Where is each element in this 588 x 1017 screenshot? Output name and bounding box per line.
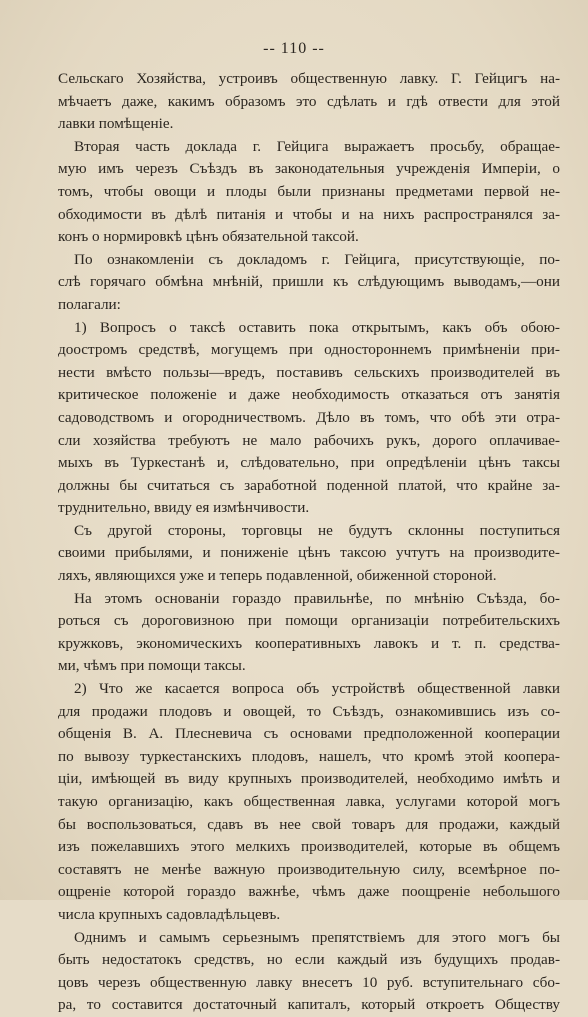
text-line: по вывозу туркестанскихъ плодовъ, нашелъ, что кромѣ этой коопера-: [58, 747, 560, 765]
text-line: доостромъ средствѣ, могущемъ при одностороннемъ примѣненіи при-: [58, 341, 560, 359]
text-line: На этомъ основаніи гораздо правильнѣе, по мнѣнію Съѣзда, бо-: [74, 589, 560, 607]
text-line: мыхъ въ Туркестанѣ и, слѣдовательно, при опредѣленіи цѣнъ таксы: [58, 454, 560, 472]
text-line: бы воспользоваться, сдавъ въ нее свой товаръ для продажи, каждый: [58, 815, 560, 833]
text-line: составятъ не менѣе важную производительную силу, всемѣрное по-: [58, 860, 560, 878]
text-line: ми, чѣмъ при помощи таксы.: [58, 657, 246, 675]
text-line: ощреніе которой гораздо важнѣе, чѣмъ даже поощреніе небольшого: [58, 883, 560, 901]
text-line: мѣчаетъ даже, какимъ образомъ это сдѣлать и гдѣ отвести для этой: [58, 92, 560, 110]
text-line: конъ о нормировкѣ цѣнъ обязательной таксой.: [58, 228, 359, 246]
text-line: полагали:: [58, 295, 121, 313]
text-line: ляхъ, являющихся уже и теперь подавленной, обиженной стороной.: [58, 567, 497, 585]
text-line: Съ другой стороны, торговцы не будутъ склонны поступиться: [74, 521, 560, 539]
text-line: кружковъ, экономическихъ кооперативныхъ лавокъ и т. п. средства-: [58, 634, 560, 652]
text-line: томъ, чтобы овощи и плоды были признаны предметами первой не-: [58, 182, 560, 200]
text-line: нести вмѣсто пользы—вредъ, поставивъ сельскихъ производителей въ: [58, 363, 560, 381]
text-line: ціи, имѣющей въ виду крупныхъ производителей, необходимо имѣть и: [58, 770, 560, 788]
text-line: Сельскаго Хозяйства, устроивъ общественную лавку. Г. Гейцигъ на-: [58, 70, 560, 87]
text-line: Вторая часть доклада г. Гейцига выражаетъ просьбу, обращае-: [74, 137, 560, 155]
text-line: По ознакомленіи съ докладомъ г. Гейцига, присутствующіе, по-: [74, 250, 560, 268]
body-text: [58, 68, 560, 1017]
text-line: лавки помѣщеніе.: [58, 115, 174, 133]
text-line: обходимости въ дѣлѣ питанія и чтобы и на нихъ распространялся за-: [58, 205, 560, 223]
text-line: 2) Что же касается вопроса объ устройствѣ общественной лавки: [74, 680, 560, 698]
text-line: числа крупныхъ садовладѣльцевъ.: [58, 905, 281, 923]
text-line: слѣ горячаго обмѣна мнѣній, пришли къ слѣдующимъ выводамъ,—они: [58, 273, 560, 291]
text-line: критическое положеніе и даже необходимость отказаться отъ занятія: [58, 386, 560, 404]
text-line: садоводствомъ и огородничествомъ. Дѣло въ томъ, что обѣ эти отра-: [58, 408, 560, 426]
text-line: труднительно, ввиду ея измѣнчивости.: [58, 499, 310, 517]
text-line: должны бы считаться съ заработной поденной платой, что крайне за-: [58, 476, 560, 494]
text-line: сли хозяйства требуютъ не мало рабочихъ рукъ, дорого оплачивае-: [58, 431, 560, 449]
text-line: Однимъ и самымъ серьезнымъ препятствіемъ для этого могъ бы: [74, 928, 560, 946]
text-line: ра, то составится достаточный капиталъ, который откроетъ Обществу: [58, 996, 560, 1014]
text-line: для продажи плодовъ и овощей, то Съѣздъ, ознакомившись изъ со-: [58, 702, 560, 720]
text-line: изъ пожелавшихъ этого мелкихъ производителей, которые въ общемъ: [58, 838, 560, 856]
text-line: 1) Вопросъ о таксѣ оставить пока открытымъ, какъ объ обою-: [74, 318, 560, 336]
text-line: такую организацію, какъ общественная лавка, услугами которой могъ: [58, 793, 560, 810]
page-number: -- 110 --: [263, 40, 325, 57]
text-line: быть недостатокъ средствъ, но если каждый изъ будущихъ продав-: [58, 951, 560, 969]
text-line: роться съ дороговизною при помощи организаціи потребительскихъ: [58, 612, 560, 630]
text-line: мую имъ черезъ Съѣздъ въ законодательныя учрежденія Имперіи, о: [58, 160, 560, 178]
text-line: общенія В. А. Плесневича съ основами предположенной кооперации: [58, 725, 560, 743]
text-line: цовъ черезъ общественную лавку внесетъ 10 руб. вступительнаго сбо-: [58, 973, 560, 991]
text-line: своими прибылями, и пониженіе цѣнъ таксою учтутъ на производите-: [58, 544, 560, 562]
